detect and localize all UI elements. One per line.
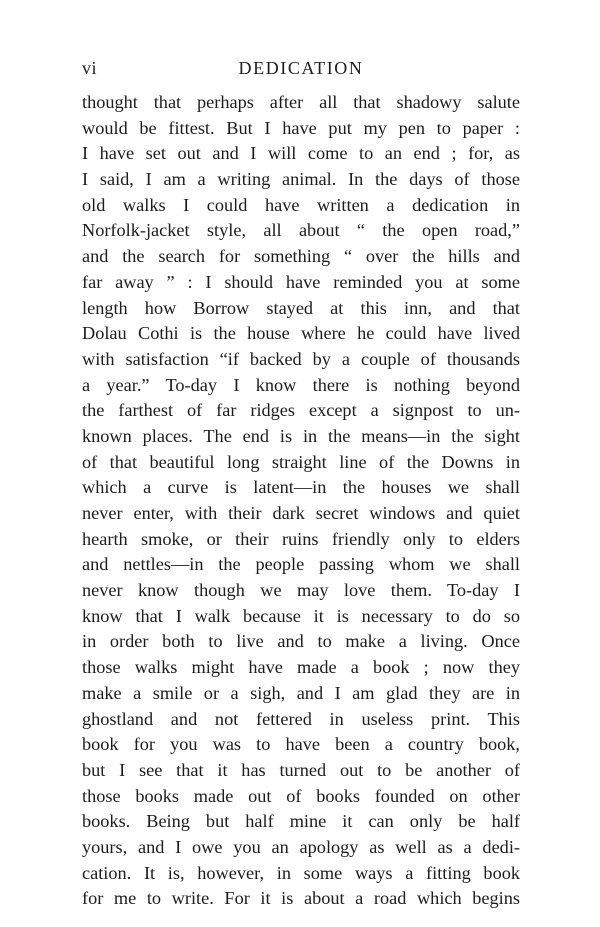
page-number: vi (82, 58, 98, 78)
text-line: cation. It is, however, in some ways a fitting book (82, 862, 520, 883)
text-line: books. Being but half mine it can only be half (82, 811, 520, 832)
text-line: never enter, with their dark secret windows and quiet (82, 503, 520, 523)
text-line: the farthest of far ridges except a signpost to un- (82, 400, 520, 421)
text-line: never know though we may love them. To-day I (82, 580, 520, 601)
text-line: length how Borrow stayed at this inn, and that (82, 297, 520, 318)
text-line: a year.” To-day I know there is nothing beyond (82, 374, 520, 395)
text-line: know that I walk because it is necessary to do so (82, 605, 520, 626)
running-head-title: DEDICATION (238, 58, 364, 78)
running-head (82, 56, 520, 80)
text-line: and nettles—in the people passing whom we shall (82, 554, 520, 575)
text-line: yours, and I owe you an apology as well as a dedi- (82, 836, 520, 857)
text-line: which a curve is latent—in the houses we shall (82, 477, 520, 498)
text-line: ghostland and not fettered in useless print. This (82, 708, 520, 729)
dedication-text (82, 90, 520, 912)
text-line: those walks might have made a book ; now they (82, 657, 520, 678)
text-line: Dolau Cothi is the house where he could have lived (82, 323, 520, 344)
text-line: but I see that it has turned out to be another of (82, 759, 520, 780)
text-line: known places. The end is in the means—in the sight (82, 425, 520, 446)
text-line: I said, I am a writing animal. In the days of those (82, 169, 520, 190)
text-line: with satisfaction “if backed by a couple of thousands (82, 348, 520, 369)
text-line: I have set out and I will come to an end ; for, as (82, 143, 520, 164)
text-line: hearth smoke, or their ruins friendly only to elders (82, 528, 520, 549)
text-line: those books made out of books founded on other (82, 785, 520, 806)
text-line: of that beautiful long straight line of the Downs in (82, 451, 520, 472)
text-line: Norfolk-jacket style, all about “ the open road,” (82, 220, 520, 241)
text-line: thought that perhaps after all that shadowy salute (82, 92, 520, 112)
text-line: would be fittest. But I have put my pen to paper : (82, 117, 520, 138)
text-line: old walks I could have written a dedication in (82, 194, 520, 215)
text-line: and the search for something “ over the hills and (82, 246, 520, 267)
text-line: in order both to live and to make a living. Once (82, 631, 520, 652)
text-line: make a smile or a sigh, and I am glad they are in (82, 682, 520, 703)
text-line: book for you was to have been a country book, (82, 734, 520, 755)
text-line: for me to write. For it is about a road which begins (82, 888, 520, 909)
text-line: far away ” : I should have reminded you at some (82, 271, 520, 292)
